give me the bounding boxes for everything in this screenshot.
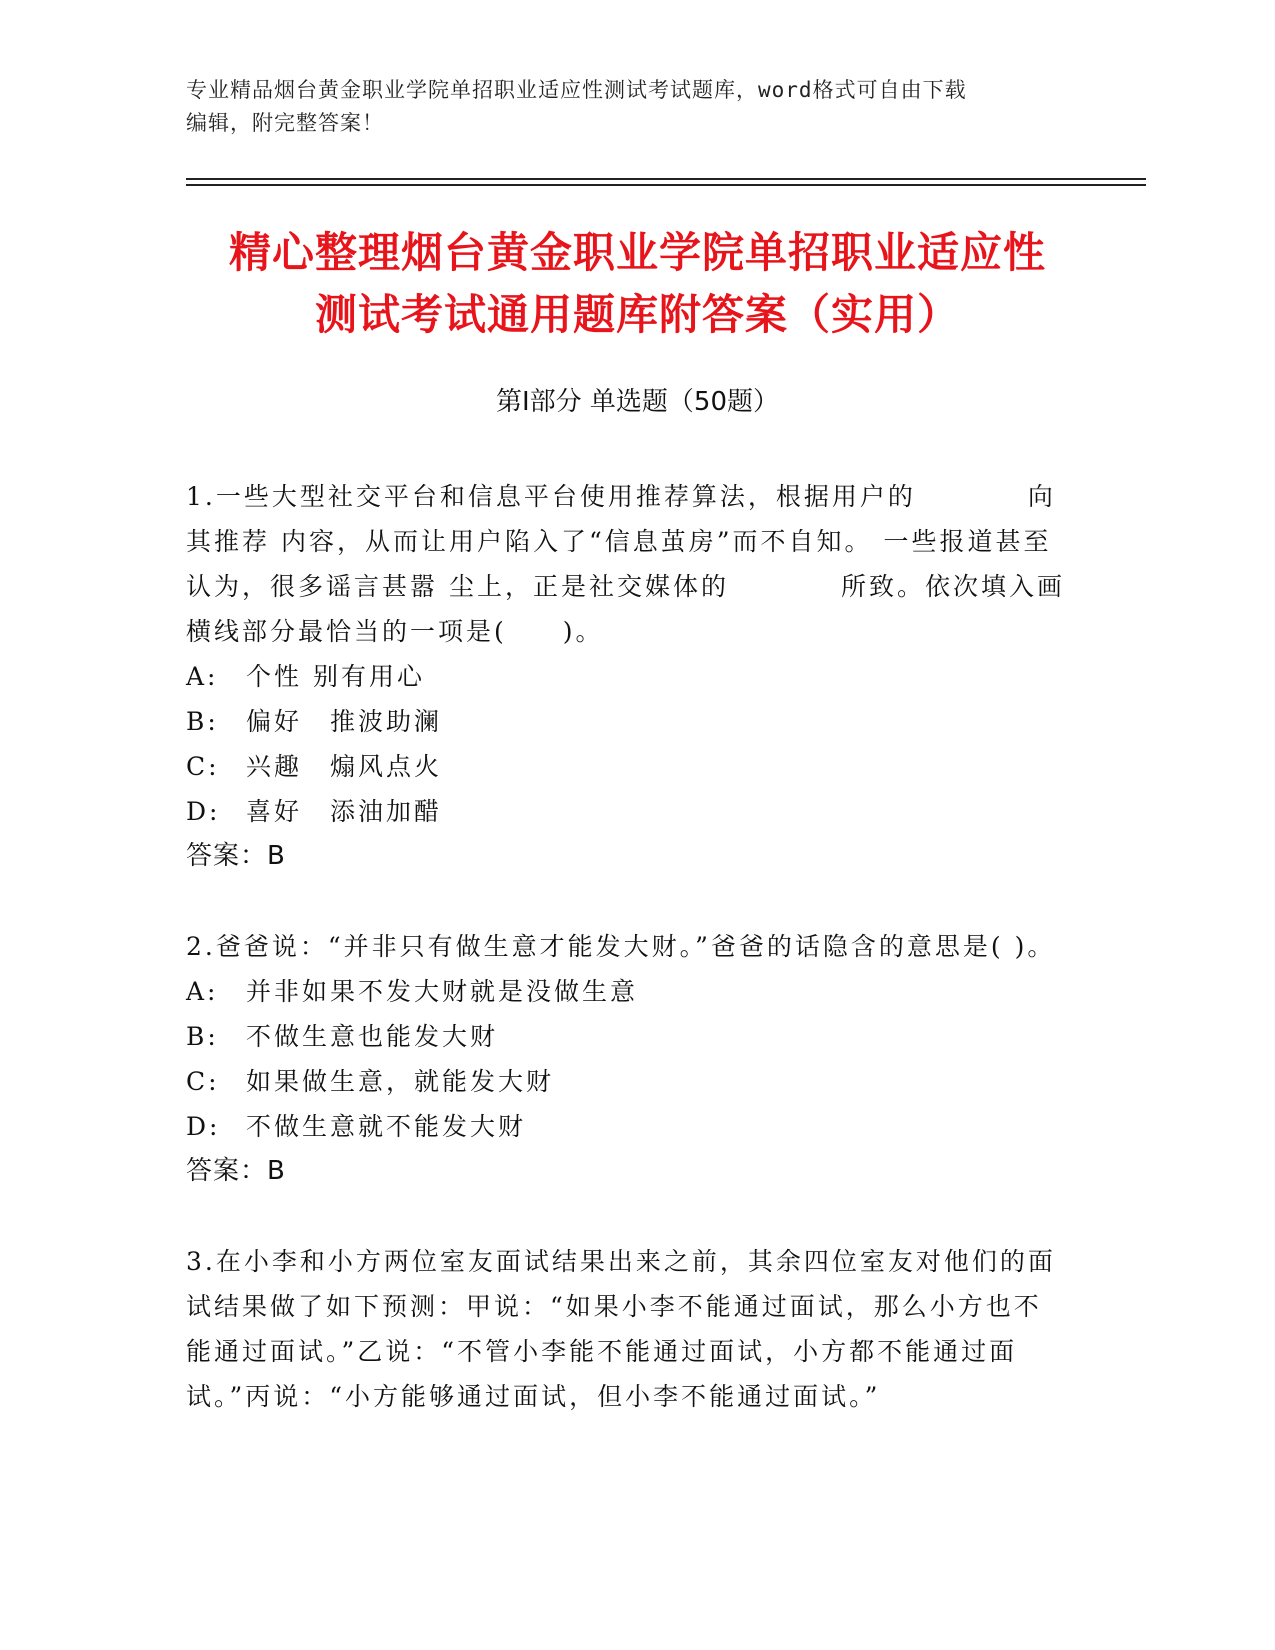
option-text: 不做生意就不能发大财 (246, 1112, 527, 1141)
document-title (150, 222, 1125, 346)
question-3 (186, 1239, 1066, 1419)
question-2-options (186, 969, 1066, 1149)
option-key: C: (186, 752, 220, 781)
section-heading: 第Ⅰ部分 单选题（50题） (495, 387, 780, 417)
header-note-line-2: 编辑，附完整答案！ (186, 111, 384, 135)
document-title-line-2: 测试考试通用题库附答案（实用） (314, 290, 960, 339)
header-note-line-1: 专业精品烟台黄金职业学院单招职业适应性测试考试题库，word格式可自由下载 (186, 78, 967, 102)
question-1-options (186, 654, 1066, 834)
question-1 (186, 474, 1066, 879)
option-key: B: (186, 1022, 219, 1051)
option-text: 个性 别有用心 (246, 662, 425, 691)
question-2-option-c (186, 1059, 1066, 1104)
question-list (186, 474, 1066, 1464)
question-1-stem: 1.一些大型社交平台和信息平台使用推荐算法，根据用户的 向其推荐 内容，从而让用户陷入了“信息茧房”而不自知。 一些报道甚至认为，很多谣言甚嚣 尘上，正是社交媒体的 所致。依次填入画横线部分最恰当的一项是( )。 (186, 482, 1065, 646)
question-2-answer: 答案：B (186, 1156, 286, 1186)
option-key: D: (186, 1112, 221, 1141)
question-1-option-a (186, 654, 1066, 699)
option-key: B: (186, 707, 219, 736)
question-1-option-b (186, 699, 1066, 744)
option-text: 兴趣 煽风点火 (246, 752, 443, 781)
option-key: A: (186, 662, 219, 691)
option-key: D: (186, 797, 221, 826)
question-3-stem: 3.在小李和小方两位室友面试结果出来之前，其余四位室友对他们的面试结果做了如下预测：甲说：“如果小李不能通过面试，那么小方也不能通过面试。”乙说：“不管小李能不能通过面试，小方都不能通过面试。”丙说：“小方能够通过面试，但小李不能通过面试。” (186, 1247, 1056, 1411)
header-note (186, 74, 1066, 140)
question-2 (186, 924, 1066, 1194)
question-1-option-d (186, 789, 1066, 834)
option-text: 喜好 添油加醋 (246, 797, 443, 826)
option-key: C: (186, 1067, 220, 1096)
document-title-line-1: 精心整理烟台黄金职业学院单招职业适应性 (228, 228, 1046, 277)
option-text: 并非如果不发大财就是没做生意 (246, 977, 639, 1006)
option-text: 偏好 推波助澜 (246, 707, 443, 736)
option-text: 如果做生意，就能发大财 (246, 1067, 555, 1096)
header-divider-bottom (186, 184, 1146, 186)
question-2-option-d (186, 1104, 1066, 1149)
header-divider-top (186, 178, 1146, 180)
option-text: 不做生意也能发大财 (246, 1022, 499, 1051)
option-key: A: (186, 977, 219, 1006)
question-2-option-a (186, 969, 1066, 1014)
question-1-answer: 答案：B (186, 841, 286, 871)
question-2-stem: 2.爸爸说：“并非只有做生意才能发大财。”爸爸的话隐含的意思是( )。 (186, 932, 1056, 961)
question-1-option-c (186, 744, 1066, 789)
question-2-option-b (186, 1014, 1066, 1059)
